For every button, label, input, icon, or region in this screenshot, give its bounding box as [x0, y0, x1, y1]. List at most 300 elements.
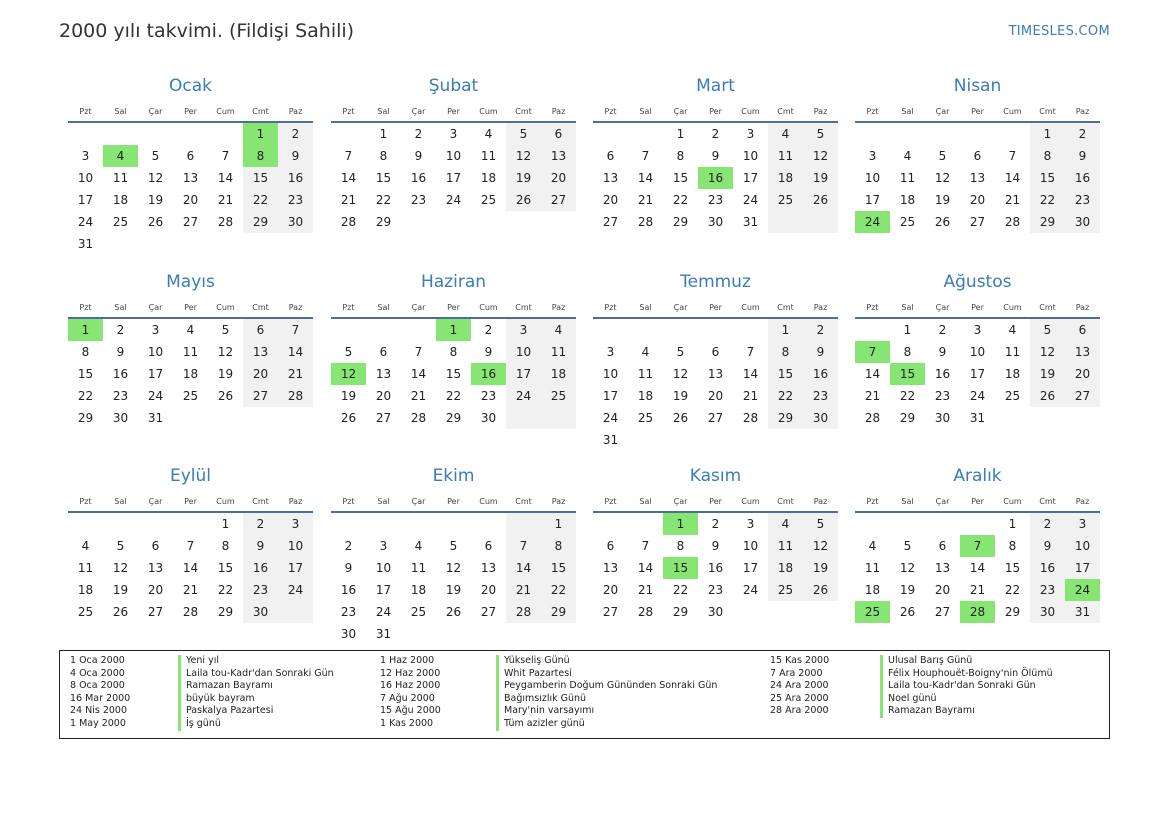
day-cell[interactable]: 23 [1030, 579, 1065, 601]
day-cell[interactable]: 4 [414, 539, 423, 553]
day-cell[interactable]: 19 [445, 583, 462, 597]
day-cell[interactable]: 5 [344, 345, 353, 359]
day-cell[interactable]: 2 [344, 539, 353, 553]
day-cell[interactable]: 16 [112, 367, 129, 381]
day-cell[interactable]: 10 [77, 171, 94, 185]
day-cell[interactable]: 4 [768, 123, 803, 145]
day-cell[interactable]: 2 [1030, 513, 1065, 535]
day-cell[interactable]: 2 [711, 127, 720, 141]
day-cell[interactable]: 13 [602, 561, 619, 575]
day-cell[interactable]: 5 [116, 539, 125, 553]
day-cell[interactable]: 1 [379, 127, 388, 141]
day-cell[interactable]: 28 [637, 215, 654, 229]
day-cell[interactable]: 16 [934, 367, 951, 381]
day-cell[interactable]: 20 [969, 193, 986, 207]
day-cell[interactable]: 20 [541, 167, 576, 189]
day-cell[interactable]: 17 [147, 367, 164, 381]
day-cell[interactable]: 11 [637, 367, 654, 381]
day-cell[interactable]: 17 [742, 171, 759, 185]
day-cell[interactable]: 1 [768, 319, 803, 341]
day-cell[interactable]: 10 [969, 345, 986, 359]
day-cell[interactable]: 29 [77, 411, 94, 425]
day-cell[interactable]: 14 [340, 171, 357, 185]
day-cell[interactable]: 18 [410, 583, 427, 597]
day-cell[interactable]: 24 [77, 215, 94, 229]
day-cell[interactable]: 23 [934, 389, 951, 403]
day-cell[interactable]: 21 [182, 583, 199, 597]
day-cell[interactable]: 22 [1004, 583, 1021, 597]
day-cell[interactable]: 1 [1030, 123, 1065, 145]
day-cell[interactable]: 28 [960, 601, 995, 623]
day-cell[interactable]: 7 [641, 149, 650, 163]
day-cell[interactable]: 28 [340, 215, 357, 229]
day-cell[interactable]: 23 [707, 193, 724, 207]
day-cell[interactable]: 25 [77, 605, 94, 619]
day-cell[interactable]: 11 [480, 149, 497, 163]
day-cell[interactable]: 23 [803, 385, 838, 407]
day-cell[interactable]: 27 [243, 385, 278, 407]
day-cell[interactable]: 2 [414, 127, 423, 141]
day-cell[interactable]: 22 [672, 193, 689, 207]
day-cell[interactable]: 24 [969, 389, 986, 403]
day-cell[interactable]: 27 [934, 605, 951, 619]
day-cell[interactable]: 12 [217, 345, 234, 359]
day-cell[interactable]: 31 [375, 627, 392, 641]
day-cell[interactable]: 21 [506, 579, 541, 601]
day-cell[interactable]: 27 [147, 605, 164, 619]
day-cell[interactable]: 22 [899, 389, 916, 403]
day-cell[interactable]: 4 [103, 145, 138, 167]
day-cell[interactable]: 7 [344, 149, 353, 163]
day-cell[interactable]: 3 [151, 323, 160, 337]
day-cell[interactable]: 26 [803, 189, 838, 211]
day-cell[interactable]: 6 [711, 345, 720, 359]
day-cell[interactable]: 25 [768, 189, 803, 211]
day-cell[interactable]: 1 [221, 517, 230, 531]
day-cell[interactable]: 26 [147, 215, 164, 229]
day-cell[interactable]: 3 [449, 127, 458, 141]
day-cell[interactable]: 13 [1065, 341, 1100, 363]
day-cell[interactable]: 12 [506, 145, 541, 167]
day-cell[interactable]: 13 [707, 367, 724, 381]
day-cell[interactable]: 9 [414, 149, 423, 163]
day-cell[interactable]: 6 [606, 149, 615, 163]
day-cell[interactable]: 15 [672, 171, 689, 185]
day-cell[interactable]: 8 [221, 539, 230, 553]
day-cell[interactable]: 29 [217, 605, 234, 619]
day-cell[interactable]: 24 [1065, 579, 1100, 601]
day-cell[interactable]: 27 [375, 411, 392, 425]
day-cell[interactable]: 4 [903, 149, 912, 163]
day-cell[interactable]: 10 [445, 149, 462, 163]
day-cell[interactable]: 12 [934, 171, 951, 185]
day-cell[interactable]: 25 [112, 215, 129, 229]
day-cell[interactable]: 10 [742, 149, 759, 163]
day-cell[interactable]: 4 [1008, 323, 1017, 337]
day-cell[interactable]: 7 [414, 345, 423, 359]
day-cell[interactable]: 29 [243, 211, 278, 233]
day-cell[interactable]: 25 [637, 411, 654, 425]
day-cell[interactable]: 16 [410, 171, 427, 185]
day-cell[interactable]: 18 [541, 363, 576, 385]
day-cell[interactable]: 6 [484, 539, 493, 553]
day-cell[interactable]: 31 [77, 237, 94, 251]
day-cell[interactable]: 22 [243, 189, 278, 211]
day-cell[interactable]: 1 [243, 123, 278, 145]
day-cell[interactable]: 28 [506, 601, 541, 623]
day-cell[interactable]: 16 [278, 167, 313, 189]
day-cell[interactable]: 11 [864, 561, 881, 575]
day-cell[interactable]: 4 [768, 513, 803, 535]
day-cell[interactable]: 26 [672, 411, 689, 425]
day-cell[interactable]: 19 [506, 167, 541, 189]
day-cell[interactable]: 23 [707, 583, 724, 597]
day-cell[interactable]: 30 [112, 411, 129, 425]
day-cell[interactable]: 6 [151, 539, 160, 553]
day-cell[interactable]: 12 [112, 561, 129, 575]
day-cell[interactable]: 26 [899, 605, 916, 619]
day-cell[interactable]: 14 [278, 341, 313, 363]
day-cell[interactable]: 20 [182, 193, 199, 207]
day-cell[interactable]: 3 [973, 323, 982, 337]
day-cell[interactable]: 19 [147, 193, 164, 207]
day-cell[interactable]: 30 [340, 627, 357, 641]
day-cell[interactable]: 5 [1030, 319, 1065, 341]
day-cell[interactable]: 3 [278, 513, 313, 535]
day-cell[interactable]: 14 [182, 561, 199, 575]
day-cell[interactable]: 10 [147, 345, 164, 359]
day-cell[interactable]: 1 [1008, 517, 1017, 531]
day-cell[interactable]: 20 [602, 583, 619, 597]
day-cell[interactable]: 30 [243, 601, 278, 623]
day-cell[interactable]: 3 [379, 539, 388, 553]
day-cell[interactable]: 2 [1065, 123, 1100, 145]
day-cell[interactable]: 8 [379, 149, 388, 163]
day-cell[interactable]: 16 [1065, 167, 1100, 189]
day-cell[interactable]: 24 [742, 583, 759, 597]
day-cell[interactable]: 12 [147, 171, 164, 185]
day-cell[interactable]: 8 [1008, 539, 1017, 553]
day-cell[interactable]: 26 [1030, 385, 1065, 407]
day-cell[interactable]: 9 [278, 145, 313, 167]
day-cell[interactable]: 23 [480, 389, 497, 403]
day-cell[interactable]: 28 [864, 411, 881, 425]
day-cell[interactable]: 10 [602, 367, 619, 381]
day-cell[interactable]: 30 [934, 411, 951, 425]
day-cell[interactable]: 27 [182, 215, 199, 229]
day-cell[interactable]: 26 [803, 579, 838, 601]
day-cell[interactable]: 3 [868, 149, 877, 163]
day-cell[interactable]: 25 [541, 385, 576, 407]
day-cell[interactable]: 13 [480, 561, 497, 575]
day-cell[interactable]: 21 [1004, 193, 1021, 207]
day-cell[interactable]: 9 [1030, 535, 1065, 557]
day-cell[interactable]: 27 [602, 605, 619, 619]
day-cell[interactable]: 25 [899, 215, 916, 229]
day-cell[interactable]: 6 [379, 345, 388, 359]
day-cell[interactable]: 22 [541, 579, 576, 601]
day-cell[interactable]: 25 [768, 579, 803, 601]
day-cell[interactable]: 17 [602, 389, 619, 403]
day-cell[interactable]: 25 [410, 605, 427, 619]
day-cell[interactable]: 18 [637, 389, 654, 403]
day-cell[interactable]: 11 [182, 345, 199, 359]
day-cell[interactable]: 28 [217, 215, 234, 229]
day-cell[interactable]: 17 [375, 583, 392, 597]
day-cell[interactable]: 19 [1030, 363, 1065, 385]
day-cell[interactable]: 22 [1030, 189, 1065, 211]
day-cell[interactable]: 3 [746, 127, 755, 141]
day-cell[interactable]: 24 [742, 193, 759, 207]
day-cell[interactable]: 11 [899, 171, 916, 185]
day-cell[interactable]: 17 [969, 367, 986, 381]
day-cell[interactable]: 12 [803, 145, 838, 167]
day-cell[interactable]: 1 [903, 323, 912, 337]
day-cell[interactable]: 25 [182, 389, 199, 403]
day-cell[interactable]: 7 [855, 341, 890, 363]
day-cell[interactable]: 11 [1004, 345, 1021, 359]
day-cell[interactable]: 29 [1030, 211, 1065, 233]
day-cell[interactable]: 6 [541, 123, 576, 145]
day-cell[interactable]: 20 [480, 583, 497, 597]
day-cell[interactable]: 4 [641, 345, 650, 359]
day-cell[interactable]: 19 [934, 193, 951, 207]
day-cell[interactable]: 30 [707, 605, 724, 619]
day-cell[interactable]: 7 [278, 319, 313, 341]
day-cell[interactable]: 24 [147, 389, 164, 403]
day-cell[interactable]: 2 [938, 323, 947, 337]
day-cell[interactable]: 13 [147, 561, 164, 575]
day-cell[interactable]: 24 [602, 411, 619, 425]
day-cell[interactable]: 27 [602, 215, 619, 229]
day-cell[interactable]: 26 [506, 189, 541, 211]
day-cell[interactable]: 19 [217, 367, 234, 381]
day-cell[interactable]: 6 [606, 539, 615, 553]
day-cell[interactable]: 8 [243, 145, 278, 167]
day-cell[interactable]: 28 [410, 411, 427, 425]
day-cell[interactable]: 24 [445, 193, 462, 207]
day-cell[interactable]: 12 [1030, 341, 1065, 363]
day-cell[interactable]: 25 [480, 193, 497, 207]
day-cell[interactable]: 10 [278, 535, 313, 557]
day-cell[interactable]: 2 [243, 513, 278, 535]
day-cell[interactable]: 30 [803, 407, 838, 429]
day-cell[interactable]: 3 [746, 517, 755, 531]
day-cell[interactable]: 27 [969, 215, 986, 229]
day-cell[interactable]: 7 [746, 345, 755, 359]
day-cell[interactable]: 10 [1065, 535, 1100, 557]
day-cell[interactable]: 24 [506, 385, 541, 407]
day-cell[interactable]: 19 [672, 389, 689, 403]
day-cell[interactable]: 19 [803, 167, 838, 189]
day-cell[interactable]: 20 [707, 389, 724, 403]
day-cell[interactable]: 4 [186, 323, 195, 337]
day-cell[interactable]: 16 [1030, 557, 1065, 579]
day-cell[interactable]: 28 [637, 605, 654, 619]
day-cell[interactable]: 16 [698, 167, 733, 189]
day-cell[interactable]: 30 [707, 215, 724, 229]
day-cell[interactable]: 16 [340, 583, 357, 597]
day-cell[interactable]: 2 [803, 319, 838, 341]
day-cell[interactable]: 9 [344, 561, 353, 575]
day-cell[interactable]: 21 [969, 583, 986, 597]
day-cell[interactable]: 29 [899, 411, 916, 425]
day-cell[interactable]: 12 [899, 561, 916, 575]
day-cell[interactable]: 28 [182, 605, 199, 619]
day-cell[interactable]: 12 [672, 367, 689, 381]
day-cell[interactable]: 3 [606, 345, 615, 359]
day-cell[interactable]: 5 [221, 323, 230, 337]
day-cell[interactable]: 9 [803, 341, 838, 363]
day-cell[interactable]: 31 [602, 433, 619, 447]
day-cell[interactable]: 26 [112, 605, 129, 619]
day-cell[interactable]: 11 [768, 535, 803, 557]
day-cell[interactable]: 9 [711, 539, 720, 553]
day-cell[interactable]: 3 [506, 319, 541, 341]
day-cell[interactable]: 24 [855, 211, 890, 233]
day-cell[interactable]: 30 [278, 211, 313, 233]
day-cell[interactable]: 12 [445, 561, 462, 575]
day-cell[interactable]: 18 [1004, 367, 1021, 381]
day-cell[interactable]: 5 [449, 539, 458, 553]
day-cell[interactable]: 12 [331, 363, 366, 385]
day-cell[interactable]: 23 [112, 389, 129, 403]
day-cell[interactable]: 20 [243, 363, 278, 385]
day-cell[interactable]: 29 [541, 601, 576, 623]
day-cell[interactable]: 31 [1065, 601, 1100, 623]
day-cell[interactable]: 21 [742, 389, 759, 403]
day-cell[interactable]: 21 [864, 389, 881, 403]
day-cell[interactable]: 2 [711, 517, 720, 531]
day-cell[interactable]: 5 [903, 539, 912, 553]
site-brand-link[interactable]: TIMESLES.COM [1008, 24, 1110, 39]
day-cell[interactable]: 21 [637, 193, 654, 207]
day-cell[interactable]: 8 [1030, 145, 1065, 167]
day-cell[interactable]: 10 [864, 171, 881, 185]
day-cell[interactable]: 5 [676, 345, 685, 359]
day-cell[interactable]: 4 [541, 319, 576, 341]
day-cell[interactable]: 9 [938, 345, 947, 359]
day-cell[interactable]: 18 [480, 171, 497, 185]
day-cell[interactable]: 13 [541, 145, 576, 167]
day-cell[interactable]: 4 [868, 539, 877, 553]
day-cell[interactable]: 23 [410, 193, 427, 207]
day-cell[interactable]: 17 [278, 557, 313, 579]
day-cell[interactable]: 17 [445, 171, 462, 185]
day-cell[interactable]: 9 [116, 345, 125, 359]
day-cell[interactable]: 26 [445, 605, 462, 619]
day-cell[interactable]: 26 [217, 389, 234, 403]
day-cell[interactable]: 6 [186, 149, 195, 163]
day-cell[interactable]: 28 [1004, 215, 1021, 229]
day-cell[interactable]: 8 [541, 535, 576, 557]
day-cell[interactable]: 25 [1004, 389, 1021, 403]
day-cell[interactable]: 15 [1004, 561, 1021, 575]
day-cell[interactable]: 11 [768, 145, 803, 167]
day-cell[interactable]: 20 [602, 193, 619, 207]
day-cell[interactable]: 6 [938, 539, 947, 553]
day-cell[interactable]: 5 [938, 149, 947, 163]
day-cell[interactable]: 17 [864, 193, 881, 207]
day-cell[interactable]: 14 [637, 561, 654, 575]
day-cell[interactable]: 9 [1065, 145, 1100, 167]
day-cell[interactable]: 23 [1065, 189, 1100, 211]
day-cell[interactable]: 1 [676, 127, 685, 141]
day-cell[interactable]: 15 [375, 171, 392, 185]
day-cell[interactable]: 8 [903, 345, 912, 359]
day-cell[interactable]: 14 [506, 557, 541, 579]
day-cell[interactable]: 7 [506, 535, 541, 557]
day-cell[interactable]: 22 [445, 389, 462, 403]
day-cell[interactable]: 18 [864, 583, 881, 597]
day-cell[interactable]: 27 [541, 189, 576, 211]
day-cell[interactable]: 21 [340, 193, 357, 207]
day-cell[interactable]: 6 [1065, 319, 1100, 341]
day-cell[interactable]: 19 [803, 557, 838, 579]
day-cell[interactable]: 21 [637, 583, 654, 597]
day-cell[interactable]: 16 [471, 363, 506, 385]
day-cell[interactable]: 14 [217, 171, 234, 185]
day-cell[interactable]: 22 [375, 193, 392, 207]
day-cell[interactable]: 24 [375, 605, 392, 619]
day-cell[interactable]: 13 [182, 171, 199, 185]
day-cell[interactable]: 16 [707, 561, 724, 575]
day-cell[interactable]: 5 [803, 513, 838, 535]
day-cell[interactable]: 3 [1065, 513, 1100, 535]
day-cell[interactable]: 1 [436, 319, 471, 341]
day-cell[interactable]: 30 [480, 411, 497, 425]
day-cell[interactable]: 18 [77, 583, 94, 597]
day-cell[interactable]: 20 [147, 583, 164, 597]
day-cell[interactable]: 5 [506, 123, 541, 145]
day-cell[interactable]: 13 [969, 171, 986, 185]
day-cell[interactable]: 22 [768, 385, 803, 407]
day-cell[interactable]: 20 [1065, 363, 1100, 385]
day-cell[interactable]: 9 [711, 149, 720, 163]
day-cell[interactable]: 14 [1004, 171, 1021, 185]
day-cell[interactable]: 16 [243, 557, 278, 579]
day-cell[interactable]: 15 [217, 561, 234, 575]
day-cell[interactable]: 29 [1004, 605, 1021, 619]
day-cell[interactable]: 29 [768, 407, 803, 429]
day-cell[interactable]: 7 [960, 535, 995, 557]
day-cell[interactable]: 18 [899, 193, 916, 207]
day-cell[interactable]: 27 [1065, 385, 1100, 407]
day-cell[interactable]: 26 [934, 215, 951, 229]
day-cell[interactable]: 8 [676, 149, 685, 163]
day-cell[interactable]: 23 [278, 189, 313, 211]
day-cell[interactable]: 14 [637, 171, 654, 185]
day-cell[interactable]: 13 [243, 341, 278, 363]
day-cell[interactable]: 19 [340, 389, 357, 403]
day-cell[interactable]: 11 [112, 171, 129, 185]
day-cell[interactable]: 12 [803, 535, 838, 557]
day-cell[interactable]: 15 [445, 367, 462, 381]
day-cell[interactable]: 15 [768, 363, 803, 385]
day-cell[interactable]: 2 [278, 123, 313, 145]
day-cell[interactable]: 15 [663, 557, 698, 579]
day-cell[interactable]: 4 [81, 539, 90, 553]
day-cell[interactable]: 18 [182, 367, 199, 381]
day-cell[interactable]: 14 [864, 367, 881, 381]
day-cell[interactable]: 7 [186, 539, 195, 553]
day-cell[interactable]: 8 [768, 341, 803, 363]
day-cell[interactable]: 13 [375, 367, 392, 381]
day-cell[interactable]: 29 [445, 411, 462, 425]
day-cell[interactable]: 1 [663, 513, 698, 535]
day-cell[interactable]: 22 [77, 389, 94, 403]
day-cell[interactable]: 26 [340, 411, 357, 425]
